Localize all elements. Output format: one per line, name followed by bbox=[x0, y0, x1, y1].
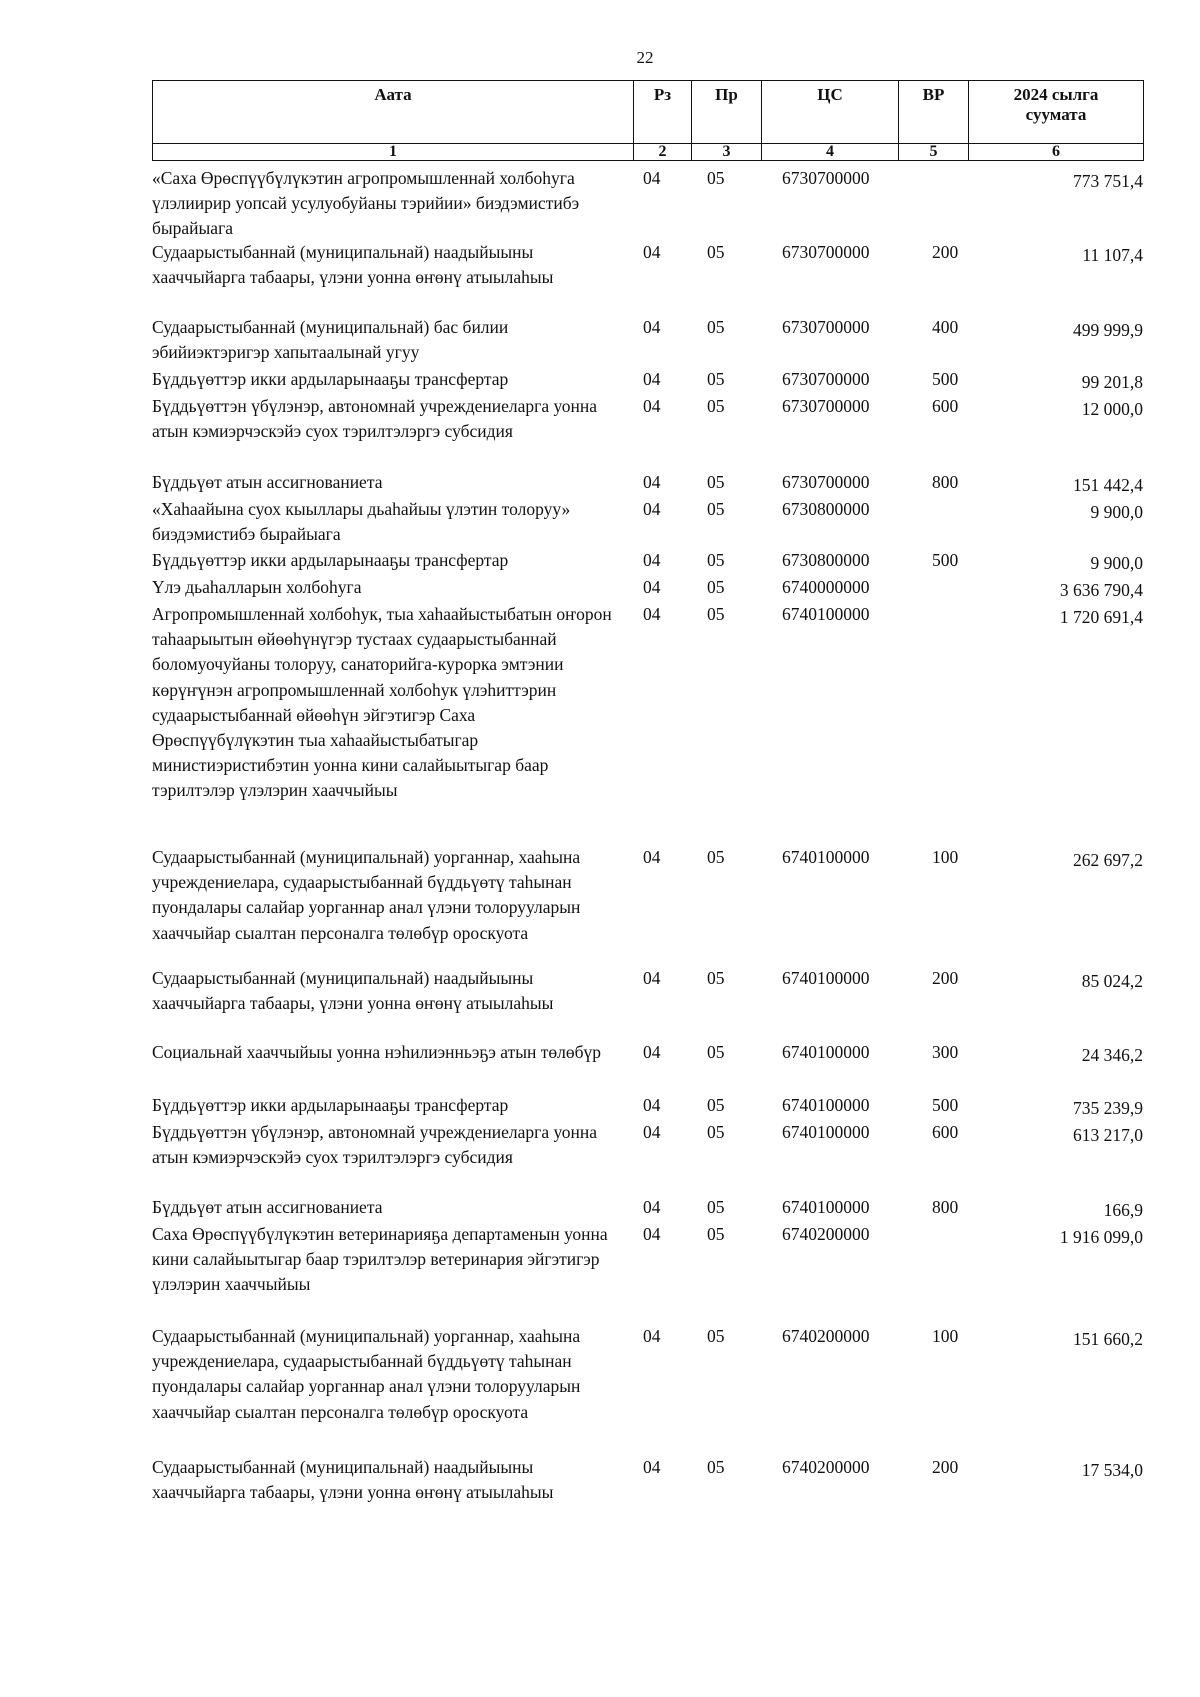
row-cs: 6740200000 bbox=[782, 1457, 870, 1477]
row-pr: 05 bbox=[707, 847, 725, 867]
table-row bbox=[152, 497, 1143, 548]
row-pr: 05 bbox=[707, 604, 725, 624]
row-name: Судаарыстыбаннай (муниципальнай) уорганнар, хааһына учреждениелара, судаарыстыбаннай бүддьүөтү таһынан пуондалары салайар уорганнар анал үлэни толорууларын хааччыйар сыалтан персоналга төлөбүр ороскуота bbox=[152, 1326, 581, 1422]
row-pr: 05 bbox=[707, 1042, 725, 1062]
row-rz: 04 bbox=[643, 1326, 661, 1346]
row-rz: 04 bbox=[643, 1457, 661, 1477]
row-name: Судаарыстыбаннай (муниципальнай) уорганнар, хааһына учреждениелара, судаарыстыбаннай бүддьүөтү таһынан пуондалары салайар уорганнар анал үлэни толорууларын хааччыйар сыалтан персоналга төлөбүр ороскуота bbox=[152, 847, 581, 943]
row-cs: 6730700000 bbox=[782, 168, 870, 188]
row-name: «Хаһаайына суох кыыллары дьаһайыы үлэтин толоруу» биэдэмистибэ бырайыага bbox=[152, 499, 571, 545]
row-cs: 6740100000 bbox=[782, 847, 870, 867]
row-pr: 05 bbox=[707, 1326, 725, 1346]
row-cs: 6730700000 bbox=[782, 369, 870, 389]
row-sum: 99 201,8 bbox=[1081, 372, 1143, 392]
row-pr: 05 bbox=[707, 369, 725, 389]
header-pr: Пр bbox=[692, 81, 762, 144]
table-row bbox=[152, 1455, 1143, 1507]
row-rz: 04 bbox=[643, 317, 661, 337]
row-sum: 3 636 790,4 bbox=[1059, 580, 1143, 600]
row-cs: 6730700000 bbox=[782, 317, 870, 337]
header-num-6: 6 bbox=[969, 144, 1144, 161]
row-rz: 04 bbox=[643, 1224, 661, 1244]
row-rz: 04 bbox=[643, 1122, 661, 1142]
row-rz: 04 bbox=[643, 604, 661, 624]
row-cs: 6740100000 bbox=[782, 1197, 870, 1217]
row-rz: 04 bbox=[643, 550, 661, 570]
row-rz: 04 bbox=[643, 472, 661, 492]
table-row bbox=[152, 367, 1143, 394]
row-pr: 05 bbox=[707, 1224, 725, 1244]
row-pr: 05 bbox=[707, 1122, 725, 1142]
row-name: Судаарыстыбаннай (муниципальнай) наадыйыыны хааччыйарга табаары, үлэни уонна өҥөнү атыылаһыы bbox=[152, 1457, 554, 1503]
row-sum: 773 751,4 bbox=[1073, 171, 1143, 191]
table-row bbox=[152, 845, 1143, 966]
table-row bbox=[152, 1195, 1143, 1222]
row-cs: 6730700000 bbox=[782, 472, 870, 492]
row-cs: 6730700000 bbox=[782, 396, 870, 416]
row-vr: 800 bbox=[932, 472, 959, 492]
header-rz: Рз bbox=[634, 81, 692, 144]
table-row bbox=[152, 394, 1143, 470]
row-name: Судаарыстыбаннай (муниципальнай) наадыйыыны хааччыйарга табаары, үлэни уонна өҥөнү атыылаһыы bbox=[152, 242, 554, 288]
header-vr: ВР bbox=[899, 81, 969, 144]
row-sum: 262 697,2 bbox=[1073, 850, 1143, 870]
row-name: Судаарыстыбаннай (муниципальнай) наадыйыыны хааччыйарга табаары, үлэни уонна өҥөнү атыылаһыы bbox=[152, 968, 554, 1014]
table-row bbox=[152, 966, 1143, 1040]
row-name: «Саха Өрөспүүбүлүкэтин агропромышленнай холбоһуга үлэлиирир уопсай усулуобуйаны тэрийии» биэдэмистибэ бырайыага bbox=[152, 168, 580, 239]
row-cs: 6740100000 bbox=[782, 968, 870, 988]
row-sum: 85 024,2 bbox=[1081, 971, 1143, 991]
row-cs: 6740200000 bbox=[782, 1224, 870, 1244]
header-num-3: 3 bbox=[692, 144, 762, 161]
row-cs: 6740100000 bbox=[782, 1122, 870, 1142]
row-cs: 6740100000 bbox=[782, 1095, 870, 1115]
row-name: Бүддьүөттэр икки ардыларынааҕы трансфертар bbox=[152, 369, 509, 389]
row-rz: 04 bbox=[643, 396, 661, 416]
row-cs: 6740000000 bbox=[782, 577, 870, 597]
row-sum: 9 900,0 bbox=[1090, 553, 1143, 573]
row-pr: 05 bbox=[707, 168, 725, 188]
row-name: Бүддьүөттэн үбүлэнэр, автономнай учреждениеларга уонна атын кэмиэрчэскэйэ суох тэрилтэлэргэ субсидия bbox=[152, 1122, 598, 1168]
header-sum bbox=[969, 81, 1144, 144]
table-row bbox=[152, 1324, 1143, 1455]
row-vr: 200 bbox=[932, 968, 959, 988]
row-sum: 1 720 691,4 bbox=[1059, 607, 1143, 627]
row-rz: 04 bbox=[643, 968, 661, 988]
row-sum: 151 660,2 bbox=[1073, 1329, 1143, 1349]
row-pr: 05 bbox=[707, 1197, 725, 1217]
row-name: Социальнай хааччыйыы уонна нэһилиэнньэҕэ атын төлөбүр bbox=[152, 1042, 602, 1062]
table-header bbox=[152, 80, 1144, 161]
table-row bbox=[152, 240, 1143, 315]
table-row bbox=[152, 1040, 1143, 1093]
header-num-2: 2 bbox=[634, 144, 692, 161]
table-row bbox=[152, 315, 1143, 367]
table-row bbox=[152, 1222, 1143, 1324]
row-sum: 17 534,0 bbox=[1081, 1460, 1143, 1480]
row-sum: 166,9 bbox=[1103, 1200, 1143, 1220]
row-pr: 05 bbox=[707, 550, 725, 570]
row-rz: 04 bbox=[643, 847, 661, 867]
table-row bbox=[152, 548, 1143, 575]
table-row bbox=[152, 602, 1143, 845]
row-cs: 6730800000 bbox=[782, 550, 870, 570]
row-vr: 500 bbox=[932, 1095, 959, 1115]
row-pr: 05 bbox=[707, 242, 725, 262]
table-row bbox=[152, 166, 1143, 240]
row-rz: 04 bbox=[643, 369, 661, 389]
row-name: Агропромышленнай холбоһук, тыа хаһаайыстыбатын оҥорон таһаарыытын өйөөһүнүгэр тустаах судаарыстыбаннай боломуочуйаны толоруу, санаторийга-курорка эмтэнии көрүҥүнэн агропромышленнай холбоһук үлэһиттэрин судаарыстыбаннай өйөөһүн эйгэтигэр Саха Өрөспүүбүлүкэтин тыа хаһаайыстыбатыгар министиэристибэтин уонна кини салайыытыгар баар тэрилтэлэр үлэлэрин хааччыйыы bbox=[152, 604, 612, 801]
row-rz: 04 bbox=[643, 168, 661, 188]
table-row bbox=[152, 1120, 1143, 1195]
header-num-5: 5 bbox=[899, 144, 969, 161]
row-name: Бүддьүөттэр икки ардыларынааҕы трансфертар bbox=[152, 550, 509, 570]
row-name: Бүддьүөттэн үбүлэнэр, автономнай учреждениеларга уонна атын кэмиэрчэскэйэ суох тэрилтэлэргэ субсидия bbox=[152, 396, 598, 442]
row-sum: 499 999,9 bbox=[1073, 320, 1143, 340]
row-cs: 6740100000 bbox=[782, 1042, 870, 1062]
row-pr: 05 bbox=[707, 968, 725, 988]
header-sum-line2: суумата bbox=[1025, 105, 1087, 124]
table-row bbox=[152, 470, 1143, 497]
row-sum: 1 916 099,0 bbox=[1059, 1227, 1143, 1247]
row-sum: 151 442,4 bbox=[1073, 475, 1143, 495]
row-rz: 04 bbox=[643, 1197, 661, 1217]
row-pr: 05 bbox=[707, 1095, 725, 1115]
row-vr: 400 bbox=[932, 317, 959, 337]
row-vr: 500 bbox=[932, 550, 959, 570]
row-sum: 12 000,0 bbox=[1081, 399, 1143, 419]
row-pr: 05 bbox=[707, 499, 725, 519]
row-sum: 9 900,0 bbox=[1090, 502, 1143, 522]
header-name: Аата bbox=[153, 81, 634, 144]
row-vr: 600 bbox=[932, 396, 959, 416]
row-pr: 05 bbox=[707, 396, 725, 416]
row-name: Судаарыстыбаннай (муниципальнай) бас билии эбийиэктэригэр хапытаалынай угуу bbox=[152, 317, 509, 363]
row-vr: 500 bbox=[932, 369, 959, 389]
header-num-1: 1 bbox=[153, 144, 634, 161]
row-pr: 05 bbox=[707, 577, 725, 597]
row-vr: 800 bbox=[932, 1197, 959, 1217]
row-rz: 04 bbox=[643, 242, 661, 262]
row-rz: 04 bbox=[643, 577, 661, 597]
row-vr: 100 bbox=[932, 847, 959, 867]
row-name: Бүддьүөт атын ассигнованиета bbox=[152, 472, 383, 492]
row-vr: 200 bbox=[932, 242, 959, 262]
row-cs: 6730800000 bbox=[782, 499, 870, 519]
row-name: Саха Өрөспүүбүлүкэтин ветеринарияҕа департаменын уонна кини салайыытыгар баар тэрилтэлэр ветеринария эйгэтигэр үлэлэрин хааччыйыы bbox=[152, 1224, 608, 1295]
table-body bbox=[152, 166, 1143, 1507]
row-rz: 04 bbox=[643, 1095, 661, 1115]
header-cs: ЦС bbox=[762, 81, 899, 144]
row-name: Бүддьүөттэр икки ардыларынааҕы трансфертар bbox=[152, 1095, 509, 1115]
row-sum: 11 107,4 bbox=[1082, 245, 1143, 265]
row-pr: 05 bbox=[707, 317, 725, 337]
row-pr: 05 bbox=[707, 472, 725, 492]
row-vr: 200 bbox=[932, 1457, 959, 1477]
header-num-4: 4 bbox=[762, 144, 899, 161]
row-rz: 04 bbox=[643, 1042, 661, 1062]
row-vr: 100 bbox=[932, 1326, 959, 1346]
row-cs: 6730700000 bbox=[782, 242, 870, 262]
row-cs: 6740100000 bbox=[782, 604, 870, 624]
row-name: Бүддьүөт атын ассигнованиета bbox=[152, 1197, 383, 1217]
header-sum-line1: 2024 сылга bbox=[1013, 85, 1099, 104]
row-sum: 24 346,2 bbox=[1081, 1045, 1143, 1065]
page-number: 22 bbox=[636, 48, 654, 67]
row-vr: 600 bbox=[932, 1122, 959, 1142]
row-rz: 04 bbox=[643, 499, 661, 519]
row-cs: 6740200000 bbox=[782, 1326, 870, 1346]
row-vr: 300 bbox=[932, 1042, 959, 1062]
table-row bbox=[152, 1093, 1143, 1120]
row-pr: 05 bbox=[707, 1457, 725, 1477]
row-sum: 613 217,0 bbox=[1073, 1125, 1143, 1145]
row-name: Үлэ дьаһалларын холбоһуга bbox=[152, 577, 362, 597]
row-sum: 735 239,9 bbox=[1073, 1098, 1143, 1118]
table-row bbox=[152, 575, 1143, 602]
